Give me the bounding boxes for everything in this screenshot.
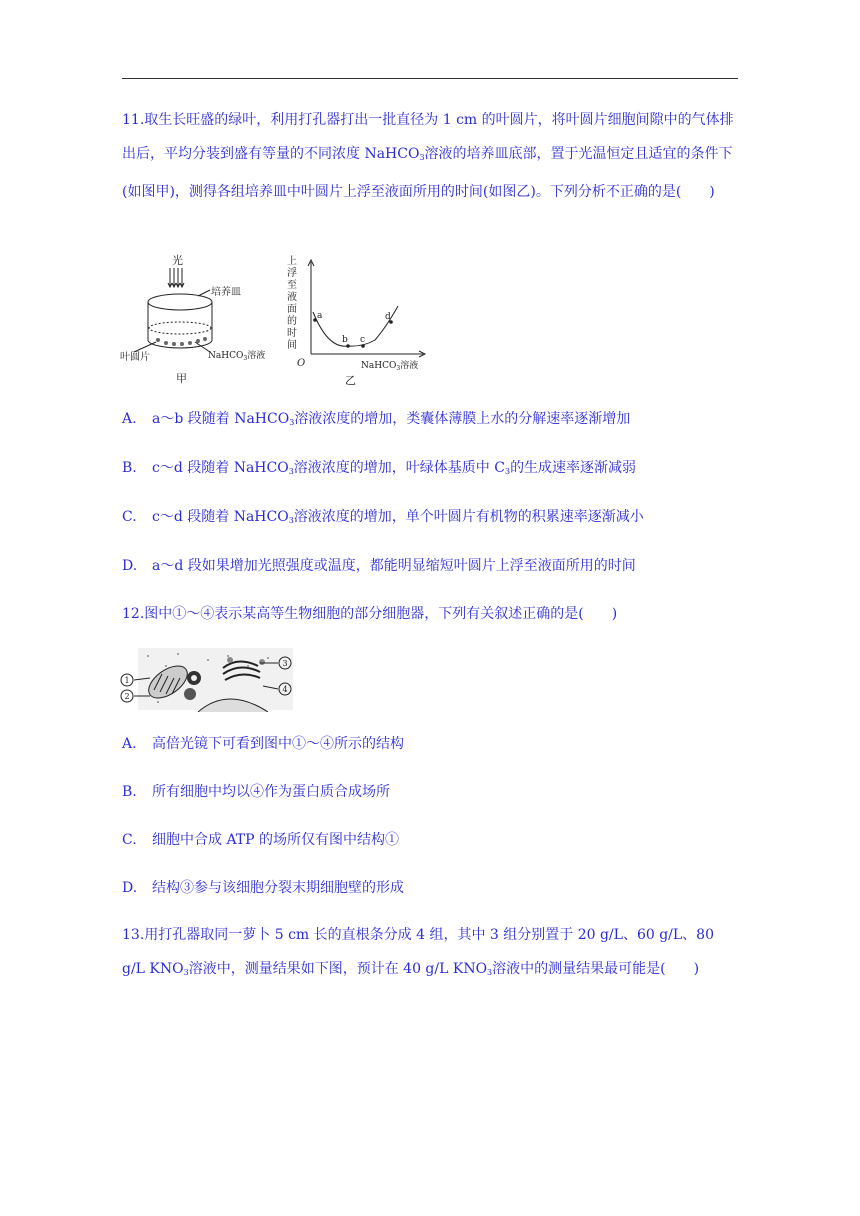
leaf-pointer: [134, 342, 156, 352]
figure-yi: [283, 254, 433, 392]
question-13-stem: 13.用打孔器取同一萝卜 5 cm 长的直根条分成 4 组，其中 3 组分别置于 20 g/L、60 g/L、80 g/L $KNO_3$溶液中，测量结果如下图，预计在 40 g/L $KNO_3$溶液中的测量结果最可能是( ): [122, 927, 728, 977]
question-11-stem: 11.取生长旺盛的绿叶，利用打孔器打出一批直径为 1 cm 的叶圆片，将叶圆片细胞间隙中的气体排出后，平均分装到盛有等量的不同浓度 NaHCO$_3$溶液的培养皿底部，置于光温恒定且适宜的条件下(如图甲)，测得各组培养皿中叶圆片上浮至液面所用的时间(如图乙)。下列分析不正确的是( ): [122, 112, 734, 200]
yi-ylabel: [287, 254, 297, 351]
svg-text:至: 至: [287, 280, 297, 291]
q12-option-b: B. 所有细胞中均以④作为蛋白质合成场所: [122, 784, 390, 800]
label-2: 2: [124, 692, 130, 701]
organelle-figure: [118, 646, 298, 712]
svg-text:面: 面: [287, 304, 297, 315]
point-d-label: d: [385, 312, 391, 322]
q11-option-a: A. a～b 段随着 NaHCO$_3$溶液浓度的增加，类囊体薄膜上水的分解速率逐渐增加: [122, 411, 631, 427]
dish-pointer: [198, 290, 210, 296]
q12-option-d: D. 结构③参与该细胞分裂末期细胞壁的形成: [122, 880, 404, 896]
point-c-label: c: [360, 335, 366, 345]
svg-text:液: 液: [287, 292, 297, 303]
point-a-label: a: [317, 311, 323, 321]
header-rule: [122, 78, 738, 79]
origin-label: O: [297, 358, 306, 369]
q11-option-c: C. c～d 段随着 NaHCO$_3$溶液浓度的增加，单个叶圆片有机物的积累速率逐渐减小: [122, 509, 644, 525]
figure-jia: [120, 252, 280, 392]
yi-xlabel: NaHCO$_3$溶液: [361, 361, 419, 372]
point-b-label: b: [342, 335, 348, 345]
leaf-label: 叶圆片: [120, 352, 150, 363]
svg-text:的: 的: [287, 316, 297, 327]
solution-label: NaHCO$_3$溶液: [208, 351, 266, 362]
label-4: 4: [282, 685, 288, 694]
light-arrows-icon: [168, 268, 184, 287]
q11-option-b: B. c～d 段随着 NaHCO$_3$溶液浓度的增加，叶绿体基质中 $C_3$的生成速率逐渐减弱: [122, 460, 637, 476]
caption-jia: 甲: [176, 372, 187, 385]
svg-text:时: 时: [287, 328, 297, 339]
q12-option-a: A. 高倍光镜下可看到图中①～④所示的结构: [122, 736, 404, 752]
yi-axes: [308, 260, 425, 357]
q12-option-c: C. 细胞中合成 ATP 的场所仅有图中结构①: [122, 832, 400, 848]
caption-yi: 乙: [345, 374, 356, 387]
question-12-stem: 12.图中①～④表示某高等生物细胞的部分细胞器，下列有关叙述正确的是( ): [122, 606, 618, 622]
label-1: 1: [124, 676, 130, 685]
svg-text:上: 上: [287, 256, 297, 267]
q11-option-d: D. a～d 段如果增加光照强度或温度，都能明显缩短叶圆片上浮至液面所用的时间: [122, 558, 636, 574]
svg-text:浮: 浮: [287, 268, 297, 279]
label-3: 3: [282, 659, 288, 668]
dish-label: 培养皿: [211, 287, 241, 298]
light-label: 光: [172, 254, 183, 267]
svg-text:间: 间: [287, 340, 297, 351]
